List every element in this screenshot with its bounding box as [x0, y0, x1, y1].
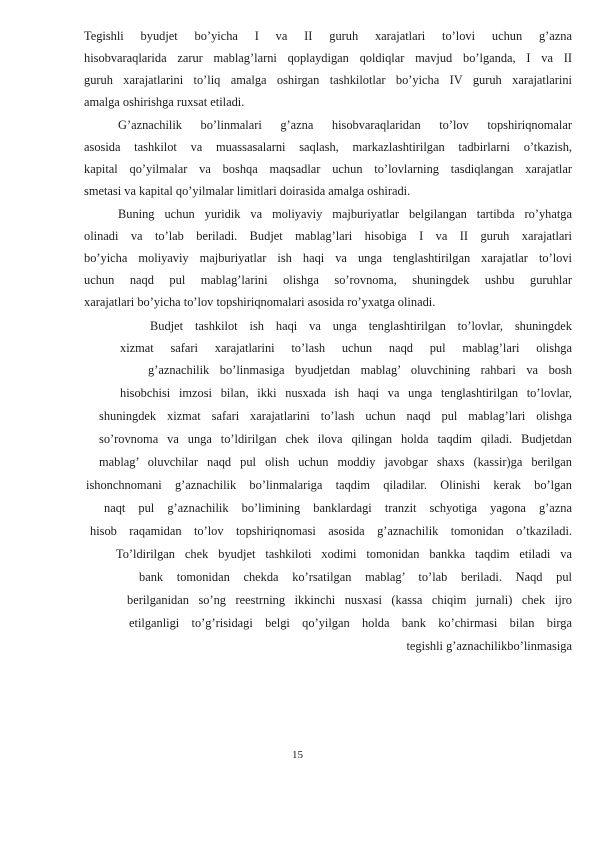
text-line: uchun naqd pul mablag’larini olishga so’rovnoma, shuningdek ushbu guruhlar: [84, 273, 572, 287]
text-line: smetasi va kapital qo’yilmalar limitlari doirasida amalga oshiradi.: [84, 184, 411, 198]
text-line: etilganligi to’g’risidagi belgi qo’yilgan holda bank ko’chirmasi bilan birga: [129, 616, 572, 630]
text-line: bo’yicha moliyaviy majburiyatlar ish haqi va unga tenglashtirilgan xarajatlar to’lovi: [84, 251, 572, 265]
text-line: shuningdek xizmat safari xarajatlarini to’lash uchun naqd pul mablag’lari olishga: [99, 409, 572, 423]
text-line: hisob raqamidan to’lov topshiriqnomasi asosida g’aznachilik tomonidan o’tkaziladi.: [90, 524, 572, 538]
text-line: ishonchnomani g’aznachilik bo’linmalariga taqdim qiladilar. Olinishi kerak bo’lgan: [86, 478, 572, 492]
text-line: G’aznachilik bo’linmalari g’azna hisobvaraqlaridan to’lov topshiriqnomalar: [118, 118, 572, 132]
text-line: olinadi va to’lab beriladi. Budjet mablag’lari hisobiga I va II guruh xarajatlari: [84, 229, 572, 243]
text-line: tegishli g’aznachilikbo’linmasiga: [406, 639, 572, 653]
text-line: berilganidan so’ng reestrning ikkinchi nusxasi (kassa chiqim jurnali) chek ijro: [127, 593, 572, 607]
text-line: Tegishli byudjet bo’yicha I va II guruh xarajatlari to’lovi uchun g’azna: [84, 29, 572, 43]
text-line: kapital qo’yilmalar va boshqa maqsadlar uchun to’lovlarning tasdiqlangan xarajatlar: [84, 162, 572, 176]
text-line: hisobvaraqlarida zarur mablag’larni qoplaydigan qoldiqlar mavjud bo’lganda, I va II: [84, 51, 572, 65]
text-line: xarajatlari bo’yicha to’lov topshiriqnomalari asosida ro’yxatga olinadi.: [84, 295, 436, 309]
text-line: xizmat safari xarajatlarini to’lash uchun naqd pul mablag’lari olishga: [120, 341, 572, 355]
text-line: Buning uchun yuridik va moliyaviy majburiyatlar belgilangan tartibda ro’yhatga: [118, 207, 572, 221]
text-line: hisobchisi imzosi bilan, ikki nusxada ish haqi va unga tenglashtirilgan to’lovlar,: [120, 386, 572, 400]
text-line: so’rovnoma va unga to’ldirilgan chek ilova qilingan holda taqdim qiladi. Budjetdan: [99, 432, 572, 446]
text-line: guruh xarajatlarini to’liq amalga oshirgan tashkilotlar bo’yicha IV guruh xarajatlarini: [84, 73, 572, 87]
text-line: g’aznachilik bo’linmasiga byudjetdan mablag’ oluvchining rahbari va bosh: [148, 363, 572, 377]
text-line: asosida tashkilot va muassasalarni saqlash, markazlashtirilgan tadbirlarni o’tkazish,: [84, 140, 572, 154]
text-line: amalga oshirishga ruxsat etiladi.: [84, 95, 245, 109]
text-line: mablag’ oluvchilar naqd pul olish uchun moddiy javobgar shaxs (kassir)ga berilgan: [99, 455, 572, 469]
text-line: To’ldirilgan chek byudjet tashkiloti xodimi tomonidan bankka taqdim etiladi va: [116, 547, 572, 561]
page-number: 15: [292, 749, 303, 761]
text-line: bank tomonidan chekda ko’rsatilgan mablag’ to’lab beriladi. Naqd pul: [139, 570, 572, 584]
text-line: naqt pul g’aznachilik bo’limining banklardagi tranzit schyotiga yagona g’azna: [104, 501, 572, 515]
text-line: Budjet tashkilot ish haqi va unga tenglashtirilgan to’lovlar, shuningdek: [150, 319, 572, 333]
